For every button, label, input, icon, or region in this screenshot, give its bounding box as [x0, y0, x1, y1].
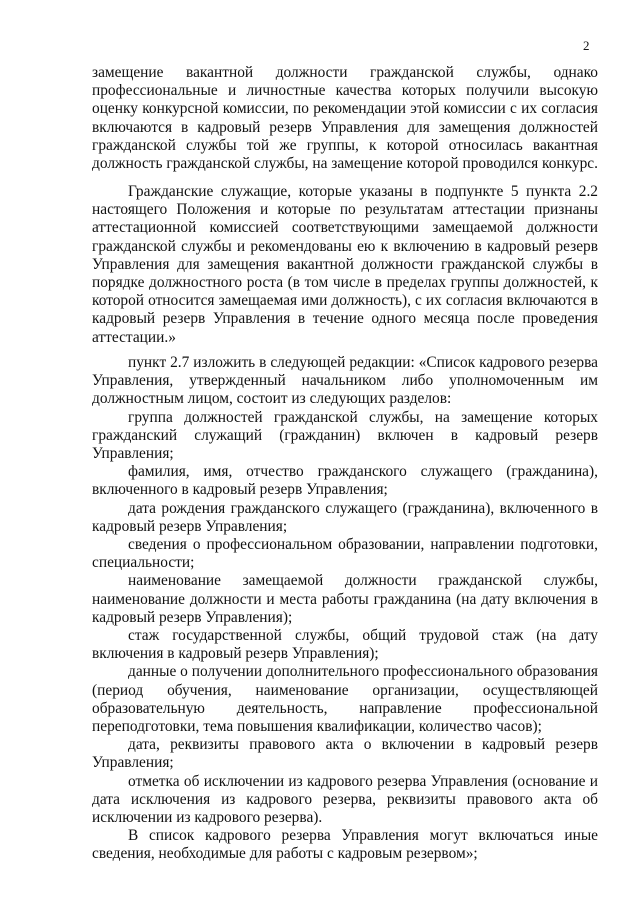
list-item: данные о получении дополнительного профессионального образования (период обучения, наименование организации, осуществляющей образовательную деятельность, направление профессиональной переподготовки, тема повышения квалификации, количество часов);: [92, 663, 598, 736]
paragraph: замещение вакантной должности гражданской службы, однако профессиональные и личностные качества которых получили высокую оценку конкурсной комиссии, по рекомендации этой комиссии с их согласия включаются в кадровый резерв Управления для замещения должностей гражданской службы той же группы, к которой относилась вакантная должность гражданской службы, на замещение которой проводился конкурс.: [92, 64, 598, 173]
paragraph-group-attestation: [92, 183, 598, 347]
paragraph: Гражданские служащие, которые указаны в подпункте 5 пункта 2.2 настоящего Положения и которые по результатам аттестации признаны аттестационной комиссией соответствующими замещаемой должности гражданской службы и рекомендованы ею к включению в кадровый резерв Управления для замещения вакантной должности гражданской службы в порядке должностного роста (в том числе в пределах группы должностей, к которой относится замещаемая ими должность), с их согласия включаются в кадровый резерв Управления в течение одного месяца после проведения аттестации.»: [92, 183, 598, 346]
list-item: фамилия, имя, отчество гражданского служащего (гражданина), включенного в кадровый резерв Управления;: [92, 463, 598, 499]
list-item: дата рождения гражданского служащего (гражданина), включенного в кадровый резерв Управления;: [92, 499, 598, 535]
page-number: 2: [583, 38, 590, 53]
paragraph-group-reserve-list: [92, 354, 598, 864]
list-item: отметка об исключении из кадрового резерва Управления (основание и дата исключения из кадрового резерва, реквизиты правового акта об исключении из кадрового резерва).: [92, 772, 598, 827]
list-item: дата, реквизиты правового акта о включении в кадровый резерв Управления;: [92, 736, 598, 772]
list-item: наименование замещаемой должности гражданской службы, наименование должности и места работы гражданина (на дату включения в кадровый резерв Управления);: [92, 572, 598, 626]
paragraph-group-continuation: [92, 64, 598, 173]
paragraph: пункт 2.7 изложить в следующей редакции: «Список кадрового резерва Управления, утвержденный начальником либо уполномоченным им должностным лицом, состоит из следующих разделов:: [92, 354, 598, 408]
list-item: сведения о профессиональном образовании, направлении подготовки, специальности;: [92, 536, 598, 572]
paragraph: В список кадрового резерва Управления могут включаться иные сведения, необходимые для работы с кадровым резервом»;: [92, 827, 598, 863]
list-item: группа должностей гражданской службы, на замещение которых гражданский служащий (гражданин) включен в кадровый резерв Управления;: [92, 408, 598, 463]
list-item: стаж государственной службы, общий трудовой стаж (на дату включения в кадровый резерв Управления);: [92, 627, 598, 663]
